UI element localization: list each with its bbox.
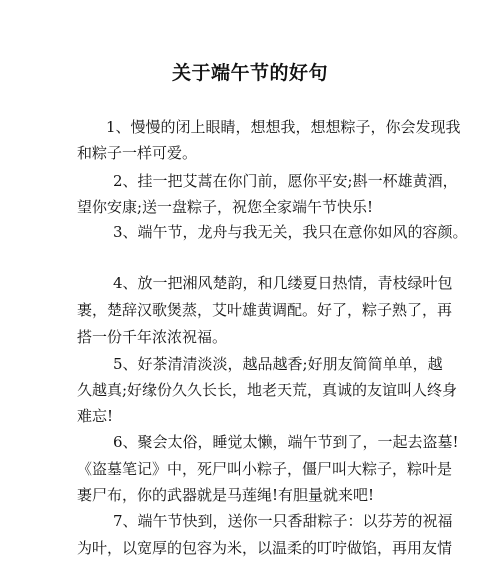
page-title: 关于端午节的好句	[171, 62, 328, 84]
paragraph-line: 久越真;好缘份久久长长，地老天荒，真诚的友谊叫人终身	[77, 381, 458, 399]
paragraph-line: 1、慢慢的闭上眼睛，想想我，想想粽子，你会发现我	[106, 118, 461, 136]
paragraph-line: 搭一份千年浓浓祝福。	[77, 328, 228, 346]
paragraph-line: 5、好茶清清淡淡，越品越香;好朋友简简单单，越	[113, 355, 443, 373]
paragraph-line: 裹尸布，你的武器就是马莲绳!有胆量就来吧!	[77, 486, 375, 504]
paragraph-line: 裹，楚辞汉歌煲蒸，艾叶雄黄调配。好了，粽子熟了，再	[77, 301, 453, 319]
paragraph-line: 望你安康;送一盘粽子，祝您全家端午节快乐!	[77, 198, 374, 216]
paragraph-line: 为叶，以宽厚的包容为米，以温柔的叮咛做馅，再用友情	[77, 539, 453, 557]
paragraph-line: 《盗墓笔记》中，死尸叫小粽子，僵尸叫大粽子，粽叶是	[77, 460, 453, 478]
paragraph-line: 难忘!	[77, 407, 114, 425]
paragraph-line: 7、端午节快到，送你一只香甜粽子：以芬芳的祝福	[113, 512, 453, 530]
paragraph-line: 2、挂一把艾蒿在你门前，愿你平安;斟一杯雄黄酒，	[113, 172, 458, 190]
paragraph-line: 和粽子一样可爱。	[77, 144, 198, 162]
paragraph-line: 6、聚会太俗，睡觉太懒，端午节到了，一起去盗墓!	[113, 433, 459, 451]
paragraph-line: 3、端午节，龙舟与我无关，我只在意你如风的容颜。	[113, 223, 468, 241]
paragraph-line: 4、放一把湘风楚韵，和几缕夏日热情，青枝绿叶包	[113, 274, 453, 292]
